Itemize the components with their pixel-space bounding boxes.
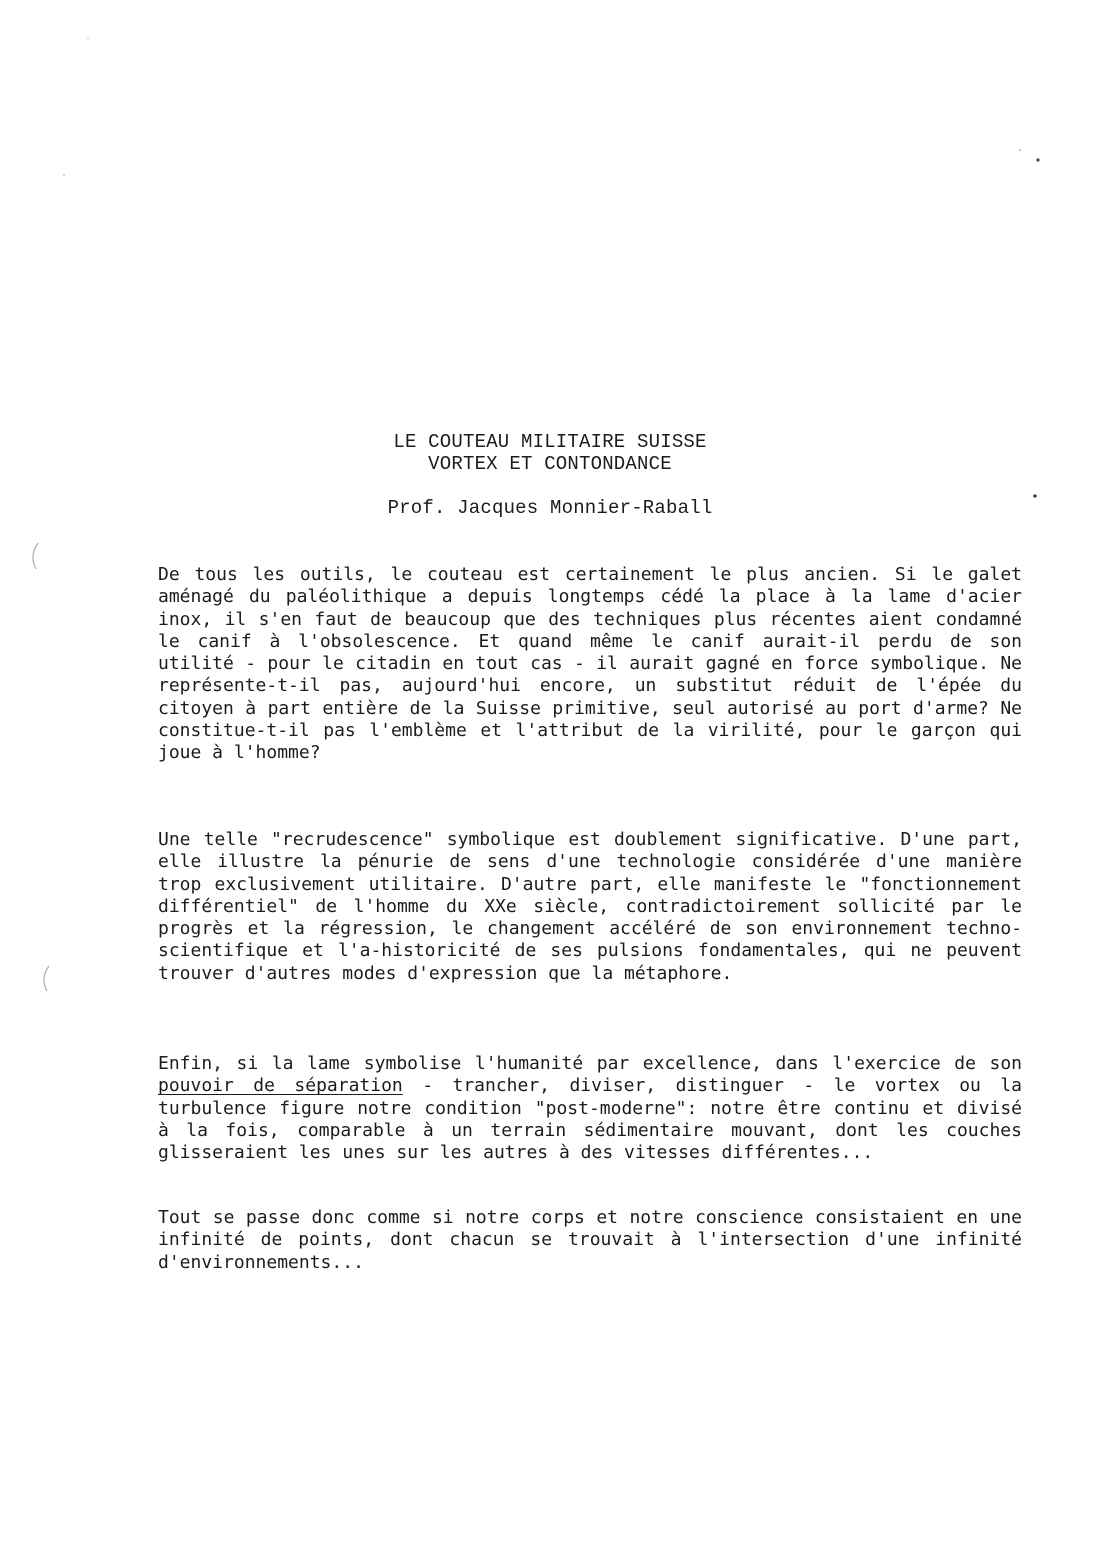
author-line: Prof. Jacques Monnier-Raball	[387, 497, 713, 519]
paragraph-1: De tous les outils, le couteau est certainement le plus ancien. Si le galet aménagé du paléolithique a depuis longtemps cédé la place à la lame d'acier inox, il s'en faut de beaucoup que des techniques plus récentes aient condamné le canif à l'obsolescence. Et quand même le canif aurait-il perdu de son utilité - pour le citadin en tout cas - il aurait gagné en force symbolique. Ne représente-t-il pas, aujourd'hui encore, un substitut réduit de l'épée du citoyen à part entière de la Suisse primitive, seul autorisé au port d'arme? Ne constitue-t-il pas l'emblème et l'attribut de la virilité, pour le garçon qui joue à l'homme?	[158, 564, 1022, 764]
paragraph-4: Tout se passe donc comme si notre corps et notre conscience consistaient en une infinité de points, dont chacun se trouvait à l'intersection d'une infinité d'environnements...	[158, 1207, 1022, 1273]
underlined-phrase: pouvoir de séparation	[158, 1075, 403, 1097]
paragraph-3	[158, 1053, 1022, 1164]
paragraph-2: Une telle "recrudescence" symbolique est doublement significative. D'une part, elle illustre la pénurie de sens d'une technologie considérée d'une manière trop exclusivement utilitaire. D'autre part, elle manifeste le "fonctionnement différentiel" de l'homme du XXe siècle, contradictoirement sollicité par le progrès et la régression, le changement accéléré de son environnement techno-scientifique et l'a-historicité de ses pulsions fondamentales, qui ne peuvent trouver d'autres modes d'expression que la métaphore.	[158, 829, 1022, 984]
document-title: LE COUTEAU MILITAIRE SUISSE	[393, 431, 707, 453]
paragraph-3-end: - trancher, diviser, distinguer - le vortex ou la turbulence figure notre condition "post-moderne": notre être continu et divisé à la fois, comparable à un terrain sédimentaire mouvant, dont les couches glisseraient les unes sur les autres à des vitesses différentes...	[158, 1075, 1022, 1164]
document-subtitle: VORTEX ET CONTONDANCE	[428, 453, 672, 475]
paragraph-3-start: Enfin, si la lame symbolise l'humanité par excellence, dans l'exercice de son	[158, 1053, 1022, 1074]
